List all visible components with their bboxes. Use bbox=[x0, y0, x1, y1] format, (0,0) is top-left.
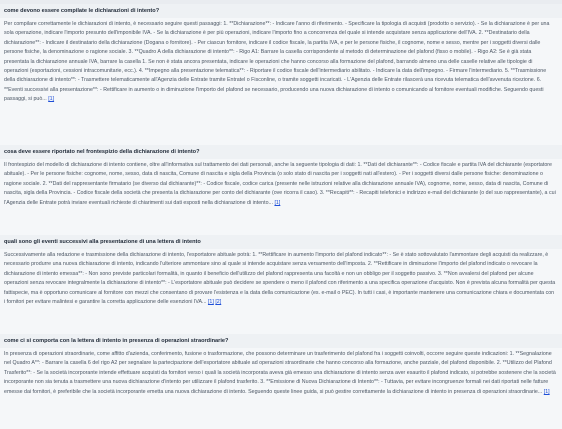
qa-item bbox=[0, 4, 562, 154]
answer-block bbox=[0, 159, 562, 240]
qa-item bbox=[0, 334, 562, 429]
question-text: cosa deve essere riportato nel frontespizio della dichiarazione di intento? bbox=[0, 145, 562, 159]
answer-text: In presenza di operazioni straordinarie, come affitto d'azienda, conferimento, fusione o trasformazione, che possono determinare un trasferimento del plafond fra i soggetti coinvolti, occorre seguire queste indicazioni: 1. **Segnalazione nel Quadro A**: - Barrare la casella 6 del rigo A2 per segnalare la partecipazione dell'esportatore abituale ad operazioni straordinarie che hanno concorso alla formazione, anche parziale, del plafond disponibile. 2. **Utilizzo del Plafond Trasferito**: - Se la società incorporante intende effettuare acquisti da fornitori verso i quali la società incorporata aveva già emesso una dichiarazione di intento senza aver esaurito il plafond indicato, si potrebbe sostenere che la società incorporante non sia tenuta a trasmettere una nuova dichiarazione d'intento per utilizzare il plafond trasferito. 3. **Emissione di Nuova Dichiarazione di Intento**: - Tuttavia, per evitare incongruenze formali nei dati riportati nelle fatture emesse dai fornitori, è preferibile che la società incorporante emetta una nuova dichiarazione di intento. Seguendo queste linee guida, si può gestire correttamente la dichiarazione di intento in presenza di operazioni straordinarie... bbox=[4, 351, 556, 395]
citation-link[interactable]: [1] bbox=[274, 199, 281, 206]
question-text: quali sono gli eventi successivi alla presentazione di una lettera di intento bbox=[0, 235, 562, 249]
qa-item bbox=[0, 145, 562, 240]
citation-link[interactable]: [1] bbox=[48, 96, 55, 103]
answer-block bbox=[0, 348, 562, 429]
citation-link[interactable]: [2] bbox=[215, 299, 222, 306]
answer-text: Per compilare correttamente le dichiarazioni di intento, è necessario seguire questi passaggi: 1. **Dichiarazione**: - Indicare l'anno di riferimento. - Specificare la tipologia di acquisti (prodotto o servizio). - Se la dichiarazione è per una sola operazione, indicare l'importo presunto dell'imponibile IVA. - Se la dichiarazione è per più operazioni, indicare l'importo fino a concorrenza del quale si intende acquistare senza applicazione dell'IVA. 2. **Destinatario della dichiarazione**: - Indicare il destinatario della dichiarazione (Dogana o fornitore). - Per ciascun fornitore, indicare il codice fiscale, la partita IVA, e per le persone fisiche, il cognome, nome e sesso, mentre per i soggetti diversi dalle persone fisiche, la denominazione o ragione sociale. 3. **Quadro A della dichiarazione di intento**: - Rigo A1: Barrare la casella corrispondente al metodo di determinazione del plafond (fisso o mobile). - Rigo A2: Se è già stata presentata la dichiarazione annuale IVA, barrare la casella 1. Se non è stata ancora presentata, indicare le operazioni che hanno concorso alla formazione del plafond, barrando almeno una delle caselle relative alle tipologie di operazioni (esportazioni, cessioni intracomunitarie, ecc.). 4. **Impegno alla presentazione telematica**: - Riportare il codice fiscale dell'intermediario abilitato. - Indicare la data dell'impegno. - Firmare l'intermediario. 5. **Trasmissione della dichiarazione di intento**: - Trasmettere telematicamente all'Agenzia delle Entrate tramite Entratel o Fisconline, o tramite soggetti incaricati. - L'Agenzia delle Entrate rilascerà una ricevuta telematica dell'avvenuta ricezione. 6. **Eventi successivi alla presentazione**: - Rettificare in aumento o in diminuzione l'importo del plafond se necessario, producendo una nuova dichiarazione di intento o comunicando al fornitore eventuali modifiche. Seguendo questi passaggi, si può... bbox=[4, 21, 550, 103]
question-text: come ci si comporta con la lettera di intento in presenza di operazioni straordinarie? bbox=[0, 334, 562, 348]
citation-link[interactable]: [1] bbox=[207, 299, 214, 306]
citation-link[interactable]: [1] bbox=[543, 388, 550, 395]
question-text: come devono essere compilate le dichiarazioni di intento? bbox=[0, 4, 562, 18]
answer-text: Successivamente alla redazione e trasmissione della dichiarazione di intento, l'esportatore abituale potrà: 1. **Rettificare in aumento l'importo del plafond indicato**: - Se è stato sottovalutato l'ammontare degli acquisti da realizzare, è necessario produrre una nuova dichiarazione di intento, indicando l'ulteriore ammontare sino al quale si intende acquistare senza versamento dell'imposta. 2. **Rettificare in diminuzione l'importo del plafond indicato o revocare la dichiarazione di intento emessa**: - Non sono previste particolari formalità, in quanto il beneficio dell'utilizzo del plafond rappresenta una facoltà e non un obbligo per il soggetto passivo. 3. **Non avvalersi del plafond per alcune operazioni senza revocare integralmente la dichiarazione di intento**: - L'esportatore abituale può decidere se spendere o meno il plafond con riferimento a una specifica operazione d'acquisto. Non è prevista alcuna formalità per questa fattispecie, ma è opportuno comunicare al fornitore con mezzi che consentano di provare l'esistenza e la data della comunicazione (es. e-mail o PEC). In tutti i casi, è importante mantenere una comunicazione chiara e documentata con i fornitori per evitare malintesi e garantire la corretta applicazione delle esenzioni IVA... bbox=[4, 252, 556, 306]
answer-text: Il frontespizio del modello di dichiarazione di intento contiene, oltre all'informativa sul trattamento dei dati personali, anche la seguente tipologia di dati: 1. **Dati del dichiarante**: - Codice fiscale e partita IVA del dichiarante (esportatore abituale). - Per le persone fisiche: cognome, nome, sesso, data di nascita, Comune di nascita e sigla della Provincia (o solo stato di nascita per i soggetti nati all'estero). - Per i soggetti diversi dalle persone fisiche: denominazione o ragione sociale. 2. **Dati del rappresentante firmatario (se diverso dal dichiarante)**: - Codice fiscale, codice carica (presente nelle istruzioni relative alla dichiarazione annuale IVA), cognome, nome, sesso, data di nascita, Comune di nascita, sigla della Provincia. - Codice fiscale della società che presenta la dichiarazione per conto del dichiarante (ove ricorra il caso). 3. **Recapiti**: - Recapiti telefonici e indirizzo e-mail del dichiarante (o del suo rappresentante), a cui l'Agenzia delle Entrate potrà inviare eventuali richieste di chiarimenti sui dati esposti nella dichiarazione di intento... bbox=[4, 162, 556, 206]
qa-item bbox=[0, 235, 562, 344]
answer-block bbox=[0, 249, 562, 344]
answer-block bbox=[0, 18, 562, 154]
